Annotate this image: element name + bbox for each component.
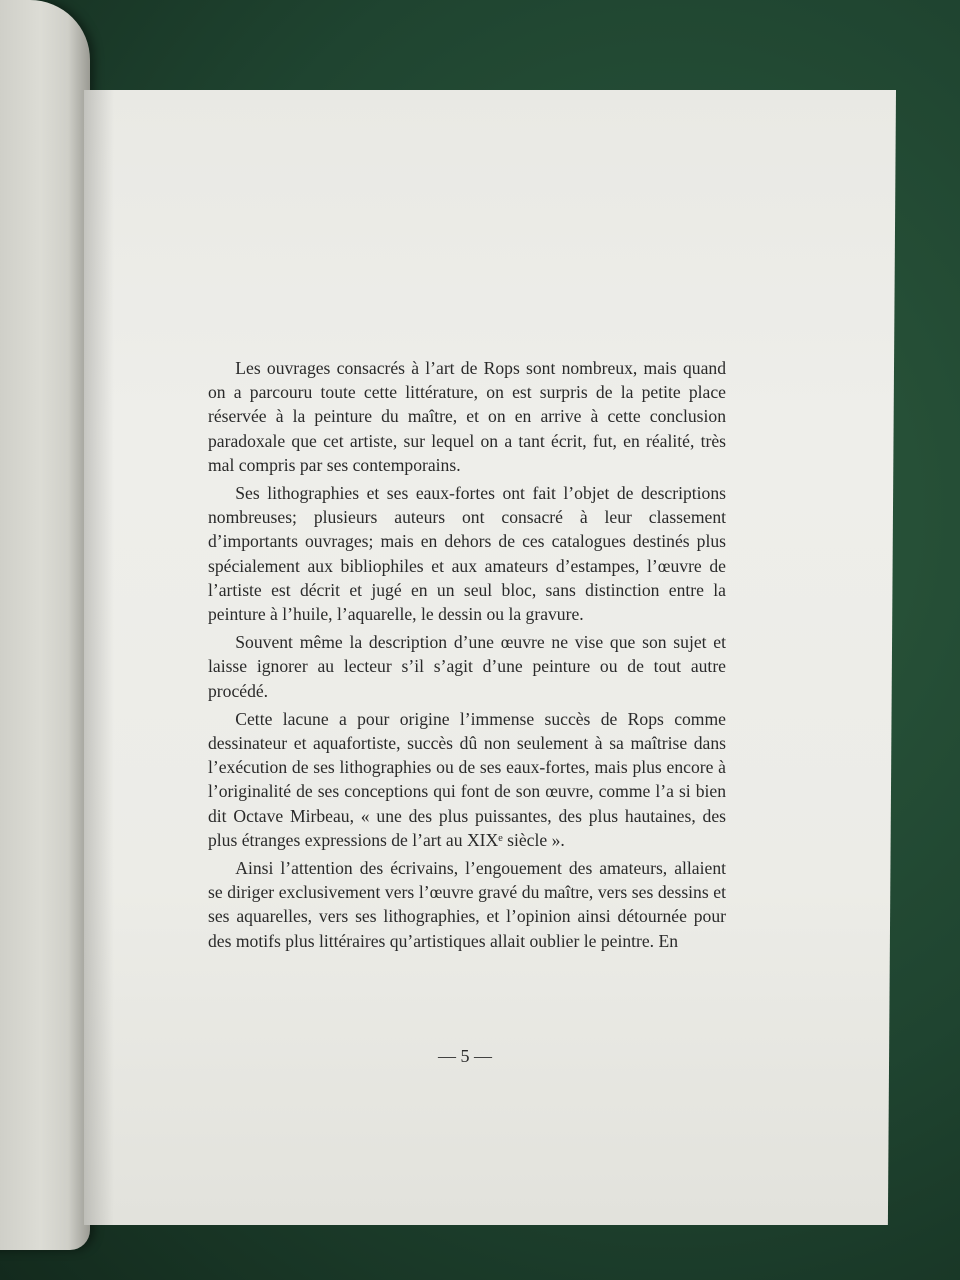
paragraph-4: Cette lacune a pour origine l’immense succès de Rops comme dessinateur et aquafortiste, succès dû non seulement à sa maîtrise dans l’exécution de ses lithographies ou de ses eaux-fortes, mais plus encore à l’originalité de ses conceptions qui font de son œuvre, comme l’a si bien dit Octave Mirbeau, « une des plus puissantes, des plus hautaines, des plus étranges expressions de l’art au XIXᵉ siècle ». [208,708,726,850]
body-text [208,356,726,957]
paragraph-1: Les ouvrages consacrés à l’art de Rops sont nombreux, mais quand on a parcouru toute cette littérature, on est surpris de la petite place réservée à la peinture du maître, et on en arrive à cette conclusion paradoxale que cet artiste, sur lequel on a tant écrit, fut, en réalité, très mal compris par ses contemporains. [208,358,726,475]
paragraph-5: Ainsi l’attention des écrivains, l’engouement des amateurs, allaient se diriger exclusivement vers l’œuvre gravé du maître, vers ses dessins et ses aquarelles, vers ses lithographies, et l’opinion ainsi détournée pour des motifs plus littéraires qu’artistiques allait oublier le peintre. En [208,858,726,951]
page-number: — 5 — [438,1046,492,1066]
paragraph-3: Souvent même la description d’une œuvre ne vise que son sujet et laisse ignorer au lecteur s’il s’agit d’une peinture ou de tout autre procédé. [208,632,726,701]
paragraph-2: Ses lithographies et ses eaux-fortes ont fait l’objet de descriptions nombreuses; plusieurs auteurs ont consacré à leur classement d’importants ouvrages; mais en dehors de ces catalogues destinés plus spécialement aux bibliophiles et aux amateurs d’estampes, l’œuvre de l’artiste est décrit et jugé en un seul bloc, sans distinction entre la peinture à l’huile, l’aquarelle, le dessin ou la gravure. [208,483,726,625]
